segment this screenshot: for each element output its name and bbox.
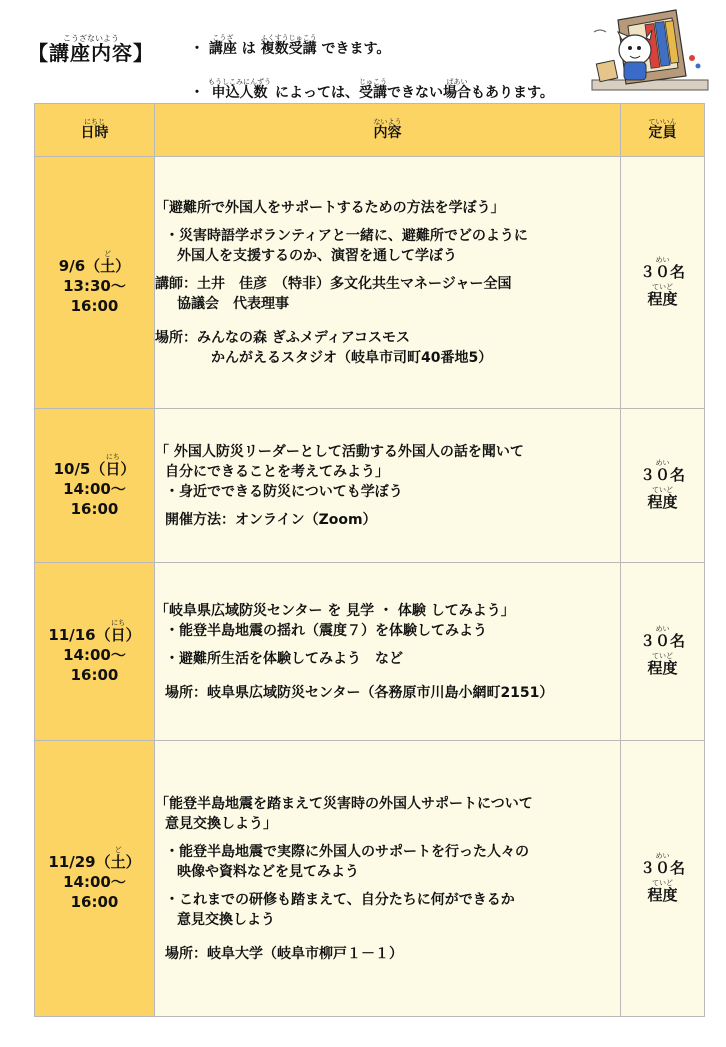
illustration-character-with-books bbox=[588, 2, 712, 102]
session-capacity: ３０名めい 程度ていど bbox=[621, 563, 705, 741]
session-capacity: ３０名めい 程度ていど bbox=[621, 741, 705, 1017]
table-header-row bbox=[35, 104, 705, 157]
session-title: 「避難所で外国人をサポートするための方法を学ぼう」 bbox=[155, 199, 505, 216]
session-method: 開催方法：オンライン（Zoom） bbox=[165, 511, 377, 528]
session-venue: 場所：岐阜大学（岐阜市柳戸１－１） bbox=[165, 945, 403, 962]
header-date: 日時にちじ bbox=[35, 104, 155, 157]
session-date: 11/16（日にち） 14:00～ 16:00 bbox=[35, 563, 155, 741]
note-multiple-courses: ・ 講座こうざ は 複数受講ふくすうじゅこう できます。 bbox=[190, 34, 391, 57]
header-capacity: 定員ていいん bbox=[621, 104, 705, 157]
session-title: 「岐阜県広域防災センター を 見学 ・ 体験 してみよう」 bbox=[155, 602, 515, 619]
table-row bbox=[35, 563, 705, 741]
session-capacity: ３０名めい 程度ていど bbox=[621, 409, 705, 563]
table-row bbox=[35, 157, 705, 409]
session-bullet: ・能登半島地震の揺れ（震度７）を体験してみよう bbox=[165, 622, 487, 639]
header-content: 内容ないよう bbox=[155, 104, 621, 157]
session-bullet: ・身近でできる防災についても学ぼう bbox=[165, 483, 403, 500]
session-date: 9/6（土ど） 13:30～ 16:00 bbox=[35, 157, 155, 409]
session-content bbox=[155, 563, 621, 741]
session-venue: 場所：岐阜県広域防災センター（各務原市川島小網町2151） bbox=[165, 684, 554, 701]
session-title: 「 外国人防災リーダーとして活動する外国人の話を聞いて bbox=[155, 443, 524, 460]
page-title: 【講座内容】こうざないよう bbox=[28, 34, 154, 65]
table-row bbox=[35, 409, 705, 563]
session-bullet: ・避難所生活を体験してみよう など bbox=[165, 650, 403, 667]
note-capacity-limit: ・ 申込人数もうしこみにんずう によっては、受講じゅこうできない場合ばあいもあります。 bbox=[190, 78, 554, 101]
session-content bbox=[155, 409, 621, 563]
session-date: 10/5（日にち） 14:00～ 16:00 bbox=[35, 409, 155, 563]
session-bullet-cont: 外国人を支援するのか、演習を通して学ぼう bbox=[177, 247, 457, 264]
session-date: 11/29（土ど） 14:00～ 16:00 bbox=[35, 741, 155, 1017]
session-bullet-cont: 映像や資料などを見てみよう bbox=[177, 863, 359, 880]
session-title: 「能登半島地震を踏まえて災害時の外国人サポートについて bbox=[155, 795, 533, 812]
session-content bbox=[155, 741, 621, 1017]
header bbox=[28, 12, 588, 102]
session-bullet-cont: 意見交換しよう bbox=[177, 911, 275, 928]
session-lecturer-cont: 協議会 代表理事 bbox=[177, 295, 289, 312]
session-bullet: ・災害時語学ボランティアと一緒に、避難所でどのように bbox=[165, 227, 528, 244]
session-capacity: ３０名めい 程度ていど bbox=[621, 157, 705, 409]
session-title-cont: 自分にできることを考えてみよう」 bbox=[165, 463, 389, 480]
session-venue-cont: かんがえるスタジオ（岐阜市司町40番地5） bbox=[211, 349, 493, 366]
session-content bbox=[155, 157, 621, 409]
schedule-table bbox=[34, 103, 705, 1017]
session-bullet: ・能登半島地震で実際に外国人のサポートを行った人々の bbox=[165, 843, 529, 860]
session-venue: 場所：みんなの森 ぎふメディアコスモス bbox=[155, 329, 411, 346]
session-lecturer: 講師：土井 佳彦 （特非）多文化共生マネージャー全国 bbox=[155, 275, 512, 292]
session-title-cont: 意見交換しよう」 bbox=[165, 815, 277, 832]
session-bullet: ・これまでの研修も踏まえて、自分たちに何ができるか bbox=[165, 891, 515, 908]
table-row bbox=[35, 741, 705, 1017]
